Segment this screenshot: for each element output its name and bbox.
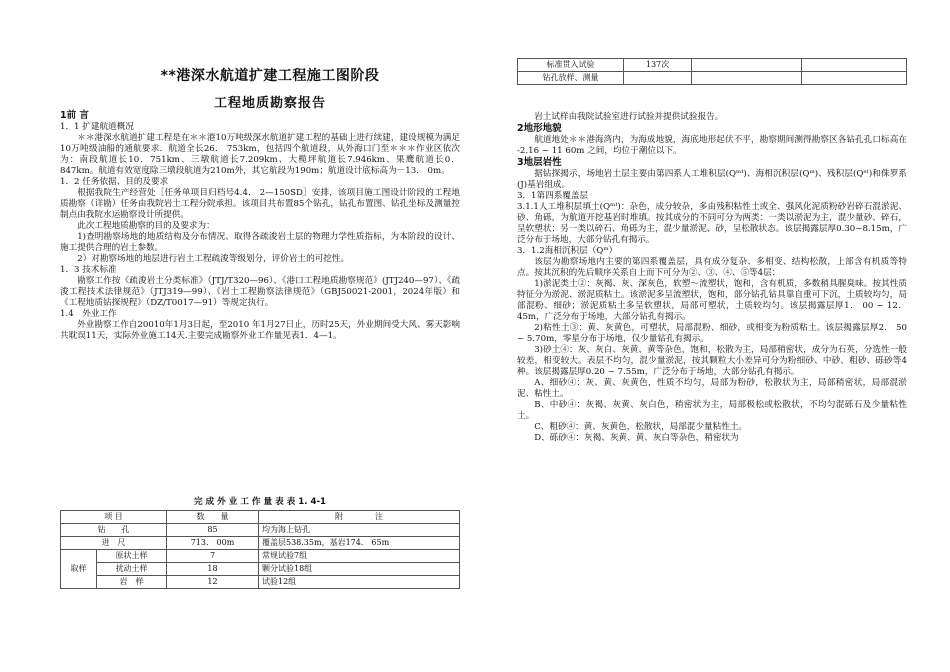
- subsection-heading: 3．1.2海相沉积层（Qᵐ）: [517, 246, 618, 256]
- header-item: 项 目: [61, 511, 167, 524]
- paragraph: 3)砂土④：灰、灰白、灰黄、黄等杂色，饱和，松散为主，局部稍密状，成分为石英，分选性一般较差，相变较大。表层不均匀，混少量淤泥，按其颗粒大小差异可分为粉细砂、中砂、粗砂、砾砂等4种。该层揭露层厚0.20 ~ 7.55m，广泛分布于场地，大部分钻孔有揭示。: [517, 345, 907, 377]
- paragraph: ＊＊港深水航道扩建工程是在＊＊港10万吨级深水航道扩建工程的基础上进行续建，建设规模为满足10万吨级油船的通航要求．航道全长26． 753km，包括四个航道段，从外海口门至＊＊＊作业区依次为：南段航道长10．751km、三墩航道长7.209km、大榄坪航道长7.946km、果鹰航道长0． 847km。航道有效宽度除三墩段航道为210m外，其它航段为190m；航道设计底标高为－13． 0m。: [60, 133, 460, 176]
- section-heading: 3地层岩性: [517, 157, 562, 168]
- table-row: 扰动土样 18 颗分试验18组: [61, 563, 460, 576]
- table-row: 进 尺 713． 00m 覆盖层538.35m，基岩174． 65m: [61, 537, 460, 550]
- paragraph: C、粗砂④：黄、灰黄色，松散状，局部混少量粘性土。: [534, 422, 748, 432]
- paragraph: 外业勘察工作自20010年1月3日起，至2010 年1月27日止，历时25天，外业期间受大风、雾天影响共耽误11天，实际外业施工14天.主要完成勘察外业工作量见表1．4—1。: [60, 320, 460, 341]
- subsection-heading: 3．1第四系覆盖层: [517, 191, 589, 201]
- report-subtitle: 工程地质勘察报告: [213, 96, 326, 111]
- paragraph: D、砾砂④：灰褐、灰黄、黄、灰白等杂色，稍密状为: [534, 433, 739, 443]
- paragraph: 1)淤泥类土②：灰褐、灰、深灰色，软塑～流塑状，饱和，含有机质，多数稍具腥臭味。按其性质特征分为淤泥、淤泥质粘土。该淤泥多呈流塑状，饱和，部分钻孔钻具靠自重可下沉，土质较均匀，局部混粉、细砂；淤泥质粘土多呈软塑状，局部可塑状，土质较均匀。该层揭露层厚1． 00 ~ 12． 45m，广泛分布于场地，大部分钻孔有揭示。: [517, 279, 907, 322]
- subsection-heading: 3.1.1人工堆积层填土(Qᵐˡ)：杂色，成分较杂，多由残积粘性土或全、强风化泥质粉砂岩碎石混淤泥、砂、角砾，为航道开挖基岩时堆填。按其成分的不同可分为两类：一类以淤泥为主，混少量砂、碎石，呈软塑状；另一类以碎石、角砾为主，混少量淤泥、砂，呈松散状态。该层揭露层厚0.30~8.15m，广泛分布于场地，大部分钻孔有揭示。: [517, 202, 907, 245]
- paragraph: 1)查明勘察场地的地质结构及分布情况、取得各疏浚岩土层的物理力学性质指标，为本阶段的设计、施工提供合理的岩土参数。: [60, 232, 460, 253]
- paragraph: 据钻探揭示，场地岩土层主要由第四系人工堆积层(Qᵐˡ)、海相沉积层(Qᵐ)、残积层(Qᵉˡ)和侏罗系(J)基岩组成。: [517, 169, 907, 190]
- table-row: 岩 样 12 试验12组: [61, 576, 460, 589]
- paragraph: 此次工程地质勘察的目的及要求为：: [77, 221, 215, 231]
- section-heading: 1前 言: [60, 110, 89, 121]
- subsection-heading: 1．3 技术标准: [60, 265, 117, 275]
- paragraph: 岩土试样由我院试验室进行试验并提供试验报告。: [534, 112, 724, 122]
- paragraph: B、中砂④：灰褐、灰黄、灰白色，稍密状为主，局部极松或松散状，不均匀混砾石及少量粘性土。: [517, 400, 907, 421]
- subsection-heading: 1.4 外业工作: [60, 309, 117, 319]
- paragraph: 该层为勘察场地内主要的第四系覆盖层，具有成分复杂、多相变、结构松散，上部含有机质等特点。按其沉积的先后顺序关系自上而下可分为②、③、④、⑤等4层：: [517, 257, 907, 278]
- table-row: 钻孔放样、测量: [518, 72, 907, 85]
- table-title: 完 成 外 业 工 作 量 表 表 1. 4-1: [193, 497, 327, 507]
- table-row: 取样 原状土样 7 常规试验7组: [61, 550, 460, 563]
- sample-group-cell: 取样: [61, 550, 97, 589]
- subsection-heading: 1．1 扩建航道概况: [60, 122, 134, 132]
- left-body-text: [60, 110, 460, 342]
- table-header-row: [61, 511, 460, 524]
- header-qty: 数 量: [167, 511, 259, 524]
- paragraph: 勘察工作按《疏浚岩土分类标准》（JTJ/T320—96）、《港口工程地质勘察规范》(JTJ240—97）、《疏浚工程技术法律规范》（JTJ319—99）、《岩土工程勘察法律规范》（GBJ50021-2001，2024年版）和《工程地质钻探规程》（DZ/T0017—91）等规定执行。: [60, 276, 460, 308]
- section-heading: 2地形地貌: [517, 123, 562, 134]
- workload-table-section: [60, 494, 460, 589]
- right-body-text: [517, 112, 907, 444]
- header-note: 附 注: [259, 511, 460, 524]
- paragraph: 航道地处＊＊港海湾内，为海成地貌，海底地形起伏不平，勘察期间测得勘察区各钻孔孔口标高在 -2.16 ~ 11 60m 之间，均位于潮位以下。: [517, 135, 907, 156]
- paragraph: 2）对勘察场地的地层进行岩土工程疏浚等级划分，评价岩土的可挖性。: [77, 254, 350, 264]
- paragraph: 根据我院生产经营处［任务单项目归档号4.4． 2—150SD］安排，该项目施工图设计阶段的工程地质勘察（详勘）任务由我院岩土工程分院承担。该项目共布置85个钻孔，钻孔布置图、钻孔坐标及测量控制点由我院水运勘察设计所提供。: [60, 188, 460, 220]
- table-row: 标准贯入试验 137次: [518, 59, 907, 72]
- workload-table: [60, 510, 460, 589]
- paragraph: 2)粘性土③：黄、灰黄色，可塑状，局部混粉、细砂，或相变为粉质粘土。该层揭露层厚2． 50 ~ 5.70m，零星分布于场地，仅少量钻孔有揭示。: [517, 323, 907, 344]
- paragraph: A、细砂④：灰、黄、灰黄色，性质不均匀，局部为粉砂，松散状为主，局部稍密状，局部混淤泥、粘性土。: [517, 378, 907, 399]
- report-title: **港深水航道扩建工程施工图阶段: [160, 68, 380, 84]
- table-row: 钻 孔 85 均为海上钻孔: [61, 524, 460, 537]
- subsection-heading: 1．2 任务依据、目的及要求: [60, 177, 169, 187]
- workload-table-continued: [517, 58, 907, 85]
